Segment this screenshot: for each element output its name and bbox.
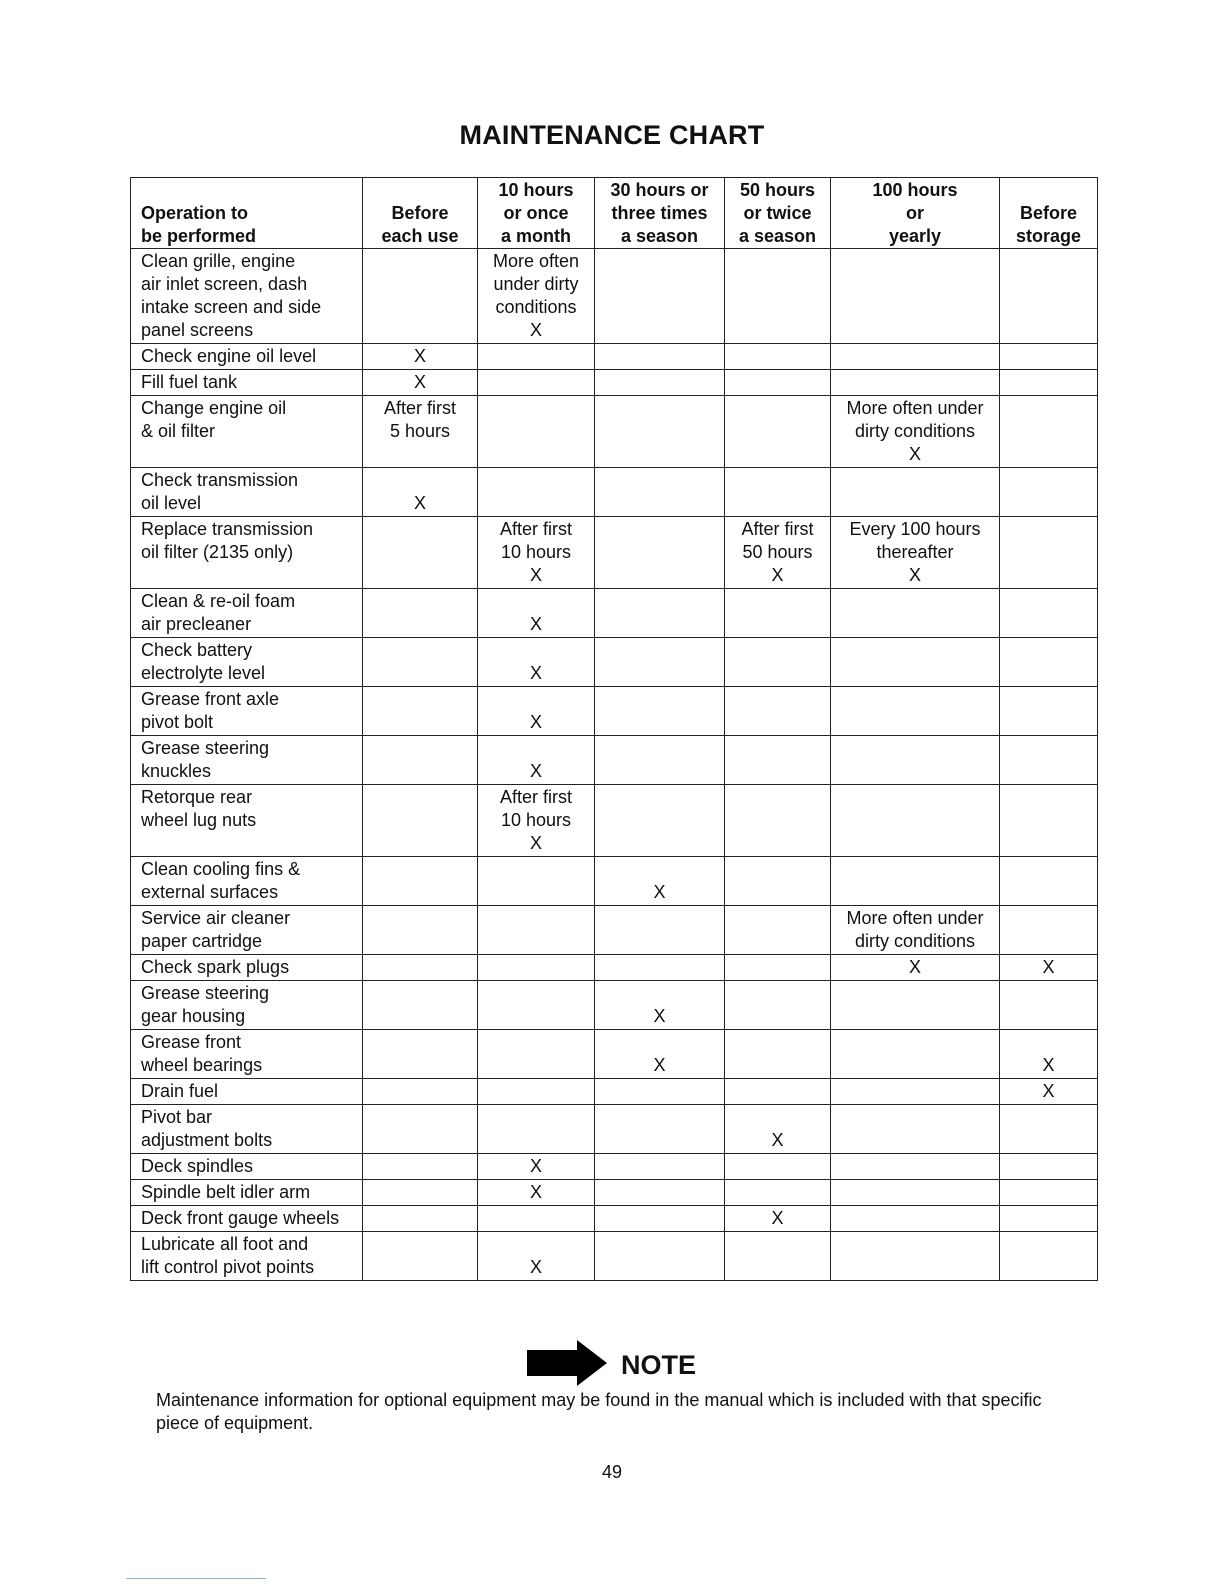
note-text: Maintenance information for optional equipment may be found in the manual which is included with that specific piece of equipment. (156, 1390, 1042, 1433)
schedule-cell (725, 1180, 831, 1206)
schedule-cell (363, 1232, 478, 1281)
schedule-cell: X (725, 1206, 831, 1232)
operation-cell: Pivot bar adjustment bolts (131, 1105, 363, 1154)
table-row (131, 249, 1098, 344)
schedule-cell (478, 981, 595, 1030)
schedule-cell (595, 370, 725, 396)
table-row (131, 687, 1098, 736)
schedule-cell (1000, 517, 1098, 589)
schedule-cell (725, 857, 831, 906)
schedule-cell (363, 785, 478, 857)
schedule-cell (725, 396, 831, 468)
schedule-cell (1000, 1206, 1098, 1232)
schedule-cell (363, 1079, 478, 1105)
schedule-cell (363, 1206, 478, 1232)
note-label: NOTE (621, 1350, 697, 1380)
schedule-cell (363, 736, 478, 785)
schedule-cell: X (478, 589, 595, 638)
column-header: Before storage (1000, 178, 1098, 249)
column-header: 50 hours or twice a season (725, 178, 831, 249)
table-row (131, 638, 1098, 687)
schedule-cell (363, 249, 478, 344)
schedule-cell (725, 370, 831, 396)
schedule-cell (725, 687, 831, 736)
schedule-cell (725, 1154, 831, 1180)
schedule-cell (595, 638, 725, 687)
schedule-cell (478, 857, 595, 906)
schedule-cell (1000, 370, 1098, 396)
schedule-cell: More often under dirty conditions X (478, 249, 595, 344)
schedule-cell (1000, 638, 1098, 687)
schedule-cell (725, 249, 831, 344)
schedule-cell: X (478, 736, 595, 785)
schedule-cell (831, 468, 1000, 517)
table-row (131, 1079, 1098, 1105)
schedule-cell (1000, 857, 1098, 906)
schedule-cell (478, 1206, 595, 1232)
schedule-cell (1000, 344, 1098, 370)
table-row (131, 1154, 1098, 1180)
schedule-cell (595, 736, 725, 785)
schedule-cell: X (831, 955, 1000, 981)
schedule-cell (478, 468, 595, 517)
schedule-cell (1000, 687, 1098, 736)
operation-cell: Drain fuel (131, 1079, 363, 1105)
footer-divider (126, 1578, 266, 1579)
operation-cell: Deck spindles (131, 1154, 363, 1180)
schedule-cell: X (1000, 1079, 1098, 1105)
table-row (131, 785, 1098, 857)
schedule-cell (725, 785, 831, 857)
schedule-cell (478, 396, 595, 468)
schedule-cell (831, 1030, 1000, 1079)
schedule-cell (478, 1079, 595, 1105)
page-number: 49 (601, 1462, 623, 1482)
schedule-cell (831, 857, 1000, 906)
schedule-cell (363, 981, 478, 1030)
schedule-cell (831, 1105, 1000, 1154)
schedule-cell (831, 589, 1000, 638)
schedule-cell (595, 1180, 725, 1206)
schedule-cell (831, 981, 1000, 1030)
schedule-cell (478, 955, 595, 981)
schedule-cell: X (1000, 955, 1098, 981)
schedule-cell: X (1000, 1030, 1098, 1079)
schedule-cell (1000, 1180, 1098, 1206)
table-row (131, 906, 1098, 955)
schedule-cell: After first 10 hours X (478, 785, 595, 857)
schedule-cell: After first 5 hours (363, 396, 478, 468)
schedule-cell (831, 785, 1000, 857)
operation-cell: Check battery electrolyte level (131, 638, 363, 687)
schedule-cell (595, 955, 725, 981)
schedule-cell (831, 344, 1000, 370)
column-header: Before each use (363, 178, 478, 249)
operation-cell: Fill fuel tank (131, 370, 363, 396)
schedule-cell (831, 370, 1000, 396)
schedule-cell (595, 249, 725, 344)
table-row (131, 857, 1098, 906)
schedule-cell (595, 589, 725, 638)
table-row (131, 981, 1098, 1030)
schedule-cell (595, 906, 725, 955)
page-title: MAINTENANCE CHART (459, 120, 765, 150)
schedule-cell (1000, 1105, 1098, 1154)
operation-cell: Grease steering gear housing (131, 981, 363, 1030)
schedule-cell (363, 589, 478, 638)
schedule-cell (725, 344, 831, 370)
column-header: Operation to be performed (131, 178, 363, 249)
schedule-cell (478, 906, 595, 955)
column-header: 30 hours or three times a season (595, 178, 725, 249)
schedule-cell (831, 1154, 1000, 1180)
schedule-cell (1000, 468, 1098, 517)
schedule-cell: After first 10 hours X (478, 517, 595, 589)
table-row (131, 344, 1098, 370)
schedule-cell (725, 1232, 831, 1281)
schedule-cell: After first 50 hours X (725, 517, 831, 589)
schedule-cell (831, 1232, 1000, 1281)
schedule-cell (363, 955, 478, 981)
schedule-cell (363, 687, 478, 736)
operation-cell: Clean grille, engine air inlet screen, dash intake screen and side panel screens (131, 249, 363, 344)
table-row (131, 736, 1098, 785)
schedule-cell: X (363, 468, 478, 517)
operation-cell: Deck front gauge wheels (131, 1206, 363, 1232)
schedule-cell (595, 1232, 725, 1281)
schedule-cell (595, 687, 725, 736)
schedule-cell (595, 785, 725, 857)
schedule-cell (363, 638, 478, 687)
schedule-cell (725, 906, 831, 955)
schedule-cell (595, 468, 725, 517)
schedule-cell: X (595, 1030, 725, 1079)
table-row (131, 1232, 1098, 1281)
schedule-cell: X (363, 370, 478, 396)
schedule-cell (595, 517, 725, 589)
schedule-cell (1000, 396, 1098, 468)
schedule-cell (363, 857, 478, 906)
table-header-row (131, 178, 1098, 249)
operation-cell: Grease front axle pivot bolt (131, 687, 363, 736)
schedule-cell (831, 687, 1000, 736)
schedule-cell (363, 1030, 478, 1079)
schedule-cell (1000, 906, 1098, 955)
schedule-cell: More often under dirty conditions X (831, 396, 1000, 468)
schedule-cell (595, 1079, 725, 1105)
schedule-cell: X (478, 1154, 595, 1180)
operation-cell: Grease front wheel bearings (131, 1030, 363, 1079)
operation-cell: Lubricate all foot and lift control pivot points (131, 1232, 363, 1281)
schedule-cell (831, 249, 1000, 344)
schedule-cell (725, 468, 831, 517)
schedule-cell (725, 955, 831, 981)
schedule-cell (1000, 249, 1098, 344)
schedule-cell (363, 517, 478, 589)
schedule-cell (363, 1180, 478, 1206)
table-row (131, 589, 1098, 638)
schedule-cell (363, 1154, 478, 1180)
operation-cell: Retorque rear wheel lug nuts (131, 785, 363, 857)
operation-cell: Service air cleaner paper cartridge (131, 906, 363, 955)
operation-cell: Check engine oil level (131, 344, 363, 370)
schedule-cell: X (725, 1105, 831, 1154)
schedule-cell (478, 1105, 595, 1154)
schedule-cell (1000, 981, 1098, 1030)
table-row (131, 1030, 1098, 1079)
operation-cell: Clean & re-oil foam air precleaner (131, 589, 363, 638)
schedule-cell (478, 370, 595, 396)
table-row (131, 1206, 1098, 1232)
table-row (131, 1105, 1098, 1154)
operation-cell: Spindle belt idler arm (131, 1180, 363, 1206)
schedule-cell (363, 906, 478, 955)
table-row (131, 468, 1098, 517)
schedule-cell (831, 1206, 1000, 1232)
column-header: 100 hours or yearly (831, 178, 1000, 249)
schedule-cell (831, 1079, 1000, 1105)
operation-cell: Check transmission oil level (131, 468, 363, 517)
operation-cell: Grease steering knuckles (131, 736, 363, 785)
table-row (131, 1180, 1098, 1206)
arrow-right-icon (527, 1340, 607, 1391)
schedule-cell (595, 344, 725, 370)
schedule-cell: X (478, 1180, 595, 1206)
operation-cell: Check spark plugs (131, 955, 363, 981)
schedule-cell (1000, 1154, 1098, 1180)
schedule-cell: X (478, 1232, 595, 1281)
schedule-cell (725, 1030, 831, 1079)
schedule-cell (725, 589, 831, 638)
schedule-cell (725, 638, 831, 687)
table-row (131, 517, 1098, 589)
operation-cell: Change engine oil & oil filter (131, 396, 363, 468)
schedule-cell: X (478, 638, 595, 687)
schedule-cell (725, 1079, 831, 1105)
schedule-cell: X (478, 687, 595, 736)
schedule-cell (363, 1105, 478, 1154)
column-header: 10 hours or once a month (478, 178, 595, 249)
schedule-cell (725, 736, 831, 785)
table-row (131, 370, 1098, 396)
schedule-cell: Every 100 hours thereafter X (831, 517, 1000, 589)
operation-cell: Clean cooling fins & external surfaces (131, 857, 363, 906)
schedule-cell (725, 981, 831, 1030)
operation-cell: Replace transmission oil filter (2135 only) (131, 517, 363, 589)
schedule-cell (595, 396, 725, 468)
schedule-cell (595, 1206, 725, 1232)
note-heading (527, 1340, 696, 1391)
schedule-cell: X (595, 981, 725, 1030)
table-row (131, 396, 1098, 468)
schedule-cell (478, 344, 595, 370)
schedule-cell (1000, 1232, 1098, 1281)
maintenance-table (130, 177, 1098, 1281)
schedule-cell (831, 638, 1000, 687)
schedule-cell (595, 1154, 725, 1180)
schedule-cell (1000, 785, 1098, 857)
table-row (131, 955, 1098, 981)
schedule-cell (831, 736, 1000, 785)
schedule-cell (1000, 736, 1098, 785)
schedule-cell: X (363, 344, 478, 370)
schedule-cell: X (595, 857, 725, 906)
schedule-cell (478, 1030, 595, 1079)
schedule-cell: More often under dirty conditions (831, 906, 1000, 955)
schedule-cell (595, 1105, 725, 1154)
schedule-cell (1000, 589, 1098, 638)
schedule-cell (831, 1180, 1000, 1206)
